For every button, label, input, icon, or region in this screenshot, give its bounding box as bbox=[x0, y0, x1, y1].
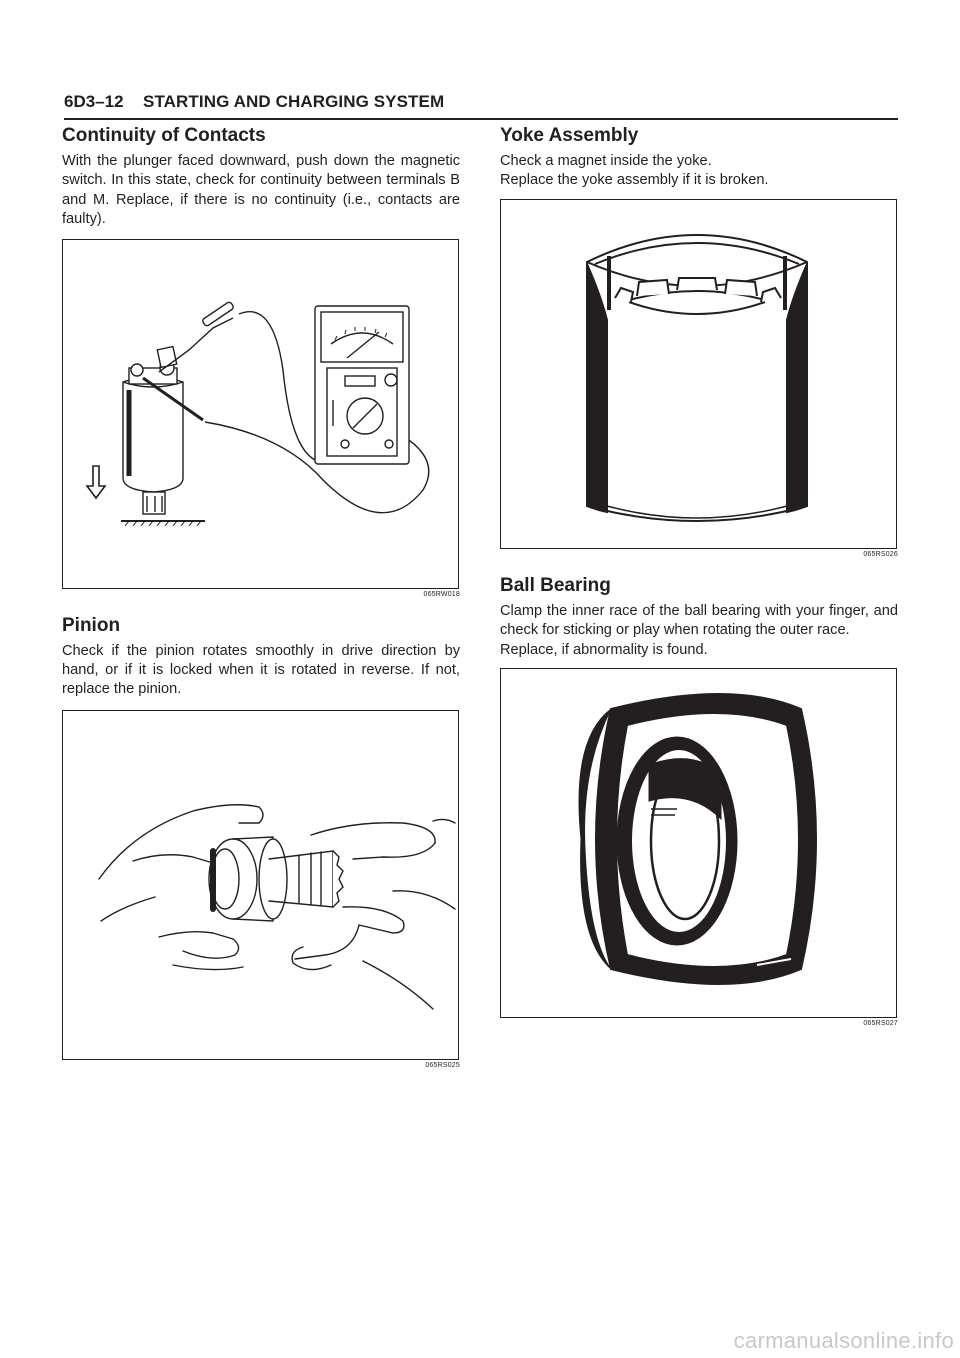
continuity-body: With the plunger faced downward, push down the magnetic switch. In this state, check for continuity between terminals B and M. Replace, if there is no continuity (i.e., contacts are faulty). bbox=[62, 153, 460, 228]
left-column bbox=[62, 124, 460, 1069]
continuity-figure-code: 065RW018 bbox=[423, 590, 460, 598]
pinion-body: Check if the pinion rotates smoothly in drive direction by hand, or if it is locked when it is rotated in reverse. If not, replace the pinion. bbox=[62, 642, 460, 698]
hands-pinion-illustration bbox=[63, 711, 458, 1059]
yoke-figure bbox=[500, 199, 897, 549]
continuity-heading: Continuity of Contacts bbox=[62, 125, 266, 146]
section-pinion bbox=[62, 614, 460, 1069]
chapter-title: STARTING AND CHARGING SYSTEM bbox=[143, 92, 445, 111]
bearing-figure bbox=[500, 668, 897, 1018]
section-bearing bbox=[500, 574, 898, 1027]
bearing-body-line-1: Clamp the inner race of the ball bearing with your finger, and check for sticking or play when rotating the outer race. bbox=[500, 602, 898, 639]
page-header bbox=[64, 88, 898, 120]
yoke-body-line-2: Replace the yoke assembly if it is broken. bbox=[500, 172, 769, 189]
bearing-figure-code: 065RS027 bbox=[863, 1020, 898, 1028]
bearing-heading: Ball Bearing bbox=[500, 574, 611, 596]
pinion-heading: Pinion bbox=[62, 614, 121, 636]
bearing-body-line-2: Replace, if abnormality is found. bbox=[500, 641, 708, 658]
pinion-figure bbox=[62, 710, 459, 1060]
watermark-text: carmanualsonline.info bbox=[733, 1328, 954, 1353]
yoke-figure-code: 065RS026 bbox=[863, 550, 898, 558]
yoke-heading: Yoke Assembly bbox=[500, 125, 639, 146]
section-yoke bbox=[500, 124, 898, 558]
section-continuity bbox=[62, 124, 460, 598]
right-column bbox=[500, 124, 898, 1027]
multimeter-switch-illustration bbox=[63, 240, 458, 588]
yoke-body-line-1: Check a magnet inside the yoke. bbox=[500, 153, 712, 169]
ball-bearing-illustration bbox=[501, 669, 896, 1017]
continuity-figure bbox=[62, 239, 459, 589]
pinion-figure-code: 065RS025 bbox=[425, 1061, 460, 1069]
page-code: 6D3–12 bbox=[64, 92, 124, 111]
yoke-cylinder-illustration bbox=[501, 200, 896, 548]
